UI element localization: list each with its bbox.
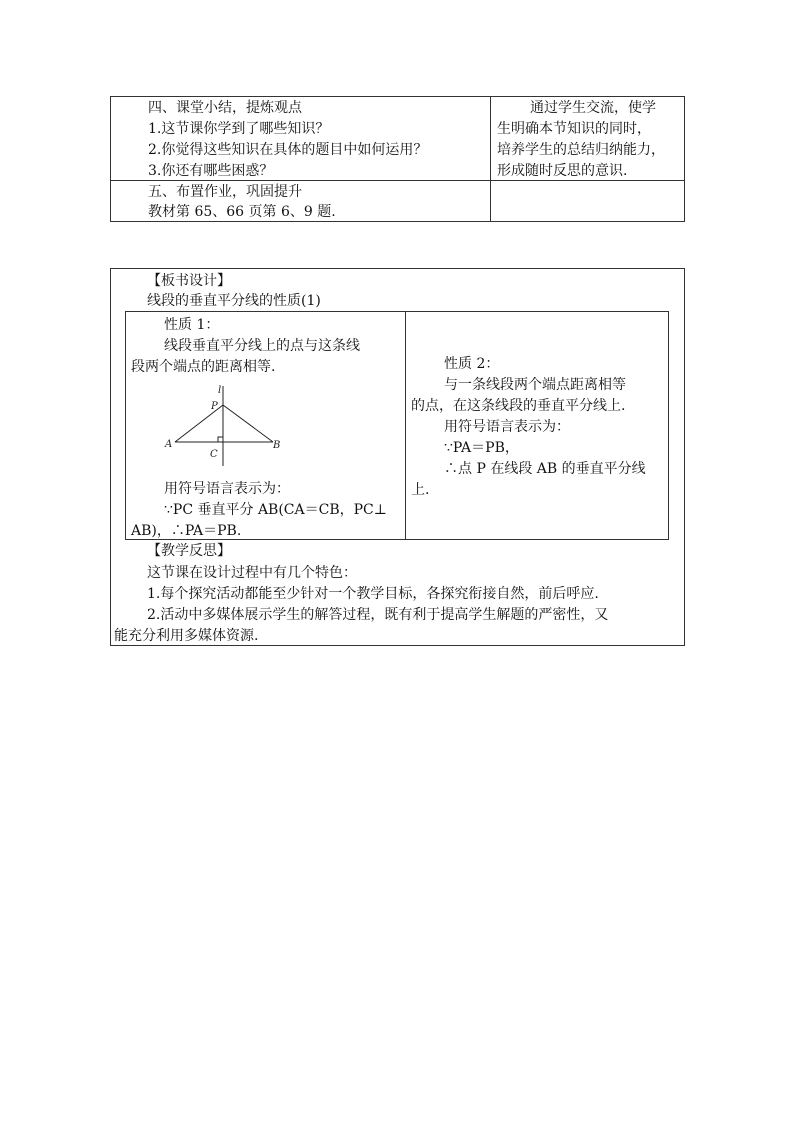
reflection-intro: 这节课在设计过程中有几个特色： bbox=[147, 565, 357, 581]
property1-symbol-line: ∵PC 垂直平分 AB(CA＝CB，PC⊥ bbox=[164, 502, 387, 518]
property1-heading: 性质 1： bbox=[164, 317, 220, 333]
perpendicular-bisector-figure bbox=[160, 380, 290, 470]
label-B: B bbox=[273, 440, 281, 451]
property2-symbol-intro: 用符号语言表示为： bbox=[444, 419, 570, 435]
property1-symbol-intro: 用符号语言表示为： bbox=[164, 481, 290, 497]
section5-text: 教材第 65、66 页第 6、9 题. bbox=[148, 204, 336, 220]
figure-lines bbox=[175, 386, 273, 466]
reflection-item-line: 能充分利用多媒体资源. bbox=[114, 628, 259, 644]
property2-symbol-line: ∵PA＝PB， bbox=[444, 440, 519, 456]
section4-note-line: 形成随时反思的意识. bbox=[497, 163, 628, 179]
label-l: l bbox=[218, 385, 222, 396]
label-A: A bbox=[165, 439, 173, 450]
section4-heading: 四、课堂小结，提炼观点 bbox=[148, 100, 302, 116]
property2-symbol-line: 上. bbox=[411, 482, 430, 498]
board-title: 线段的垂直平分线的性质(1) bbox=[147, 293, 321, 309]
table-column-divider bbox=[490, 96, 491, 222]
board-design-label: 【板书设计】 bbox=[147, 273, 231, 289]
property1-desc-line: 段两个端点的距离相等. bbox=[131, 359, 276, 375]
property2-heading: 性质 2： bbox=[444, 356, 500, 372]
section4-note-line: 生明确本节知识的同时， bbox=[497, 121, 651, 137]
property2-desc-line: 与一条线段两个端点距离相等 bbox=[444, 377, 626, 393]
right-angle-mark bbox=[218, 437, 223, 442]
label-P: P bbox=[211, 401, 218, 412]
label-C: C bbox=[210, 449, 218, 460]
reflection-item-line: 2.活动中多媒体展示学生的解答过程，既有利于提高学生解题的严密性，又 bbox=[147, 607, 609, 623]
property2-desc-line: 的点，在这条线段的垂直平分线上. bbox=[411, 398, 626, 414]
section4-item: 3.你还有哪些困惑？ bbox=[148, 163, 274, 179]
reflection-item: 1.每个探究活动都能至少针对一个教学目标，各探究衔接自然，前后呼应. bbox=[147, 586, 599, 602]
section4-item: 1.这节课你学到了哪些知识？ bbox=[148, 121, 330, 137]
section5-heading: 五、布置作业，巩固提升 bbox=[148, 184, 302, 200]
section4-item: 2.你觉得这些知识在具体的题目中如何运用？ bbox=[148, 142, 428, 158]
inner-table-divider bbox=[405, 311, 406, 540]
property1-desc-line: 线段垂直平分线上的点与这条线 bbox=[164, 338, 360, 354]
section4-note-line: 通过学生交流，使学 bbox=[530, 100, 656, 116]
property2-symbol-line: ∴点 P 在线段 AB 的垂直平分线 bbox=[444, 461, 646, 477]
reflection-label: 【教学反思】 bbox=[147, 543, 231, 559]
segment-PB bbox=[223, 405, 273, 442]
section4-note-line: 培养学生的总结归纳能力， bbox=[497, 142, 665, 158]
property1-symbol-line: AB)，∴PA＝PB. bbox=[131, 523, 242, 539]
